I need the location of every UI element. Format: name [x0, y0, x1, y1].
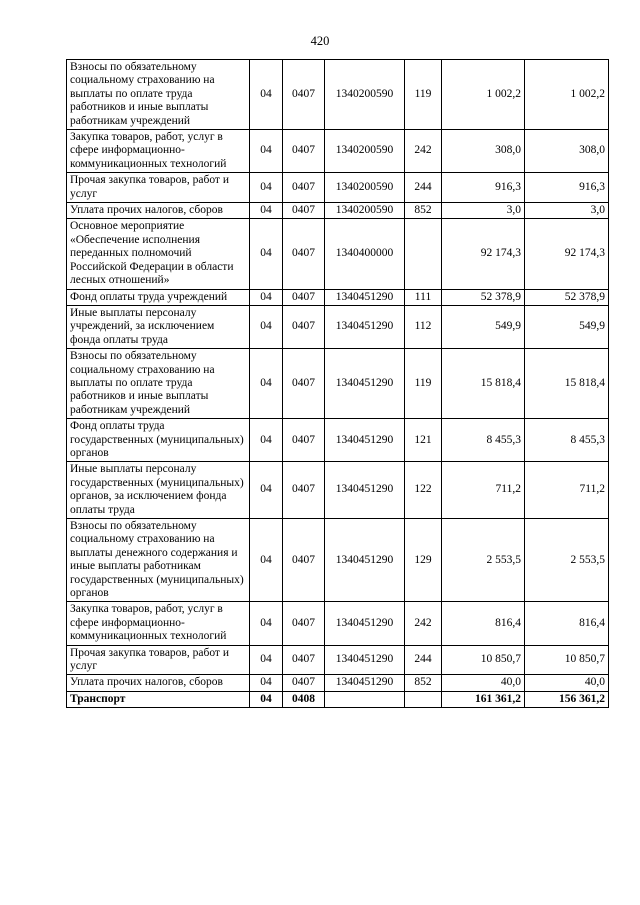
row-expense-type: 112: [405, 305, 442, 348]
row-target-article: 1340451290: [325, 419, 405, 462]
row-expense-type: 852: [405, 203, 442, 219]
total-subsection: 0408: [283, 691, 325, 707]
row-sum-2: 10 850,7: [525, 645, 609, 675]
table-row: [67, 462, 609, 519]
row-sum-1: 15 818,4: [442, 349, 525, 419]
row-name: Прочая закупка товаров, работ и услуг: [67, 173, 250, 203]
row-expense-type: 119: [405, 349, 442, 419]
row-expense-type: 242: [405, 130, 442, 173]
row-section: 04: [250, 60, 283, 130]
row-section: 04: [250, 675, 283, 691]
total-row: [67, 691, 609, 707]
table-row: [67, 130, 609, 173]
row-sum-1: 2 553,5: [442, 519, 525, 602]
row-name: Иные выплаты персоналу учреждений, за исключением фонда оплаты труда: [67, 305, 250, 348]
total-expense-type: [405, 691, 442, 707]
row-section: 04: [250, 602, 283, 645]
row-sum-2: 916,3: [525, 173, 609, 203]
row-name: Фонд оплаты труда учреждений: [67, 289, 250, 305]
row-sum-2: 3,0: [525, 203, 609, 219]
table-row: [67, 305, 609, 348]
table-row: [67, 349, 609, 419]
row-target-article: 1340451290: [325, 462, 405, 519]
table-row: [67, 602, 609, 645]
row-name: Иные выплаты персоналу государственных (муниципальных) органов, за исключением фонда оплаты труда: [67, 462, 250, 519]
row-section: 04: [250, 419, 283, 462]
total-section: 04: [250, 691, 283, 707]
table-row: [67, 203, 609, 219]
row-sum-1: 92 174,3: [442, 219, 525, 289]
row-subsection: 0407: [283, 60, 325, 130]
row-name: Уплата прочих налогов, сборов: [67, 203, 250, 219]
row-section: 04: [250, 462, 283, 519]
total-target: [325, 691, 405, 707]
row-sum-1: 52 378,9: [442, 289, 525, 305]
row-name: Основное мероприятие «Обеспечение исполнения переданных полномочий Российской Федерации в области лесных отношений»: [67, 219, 250, 289]
row-target-article: 1340451290: [325, 289, 405, 305]
row-name: Взносы по обязательному социальному страхованию на выплаты по оплате труда работников и иные выплаты работникам учреждений: [67, 60, 250, 130]
table-row: [67, 519, 609, 602]
row-sum-1: 308,0: [442, 130, 525, 173]
row-target-article: 1340451290: [325, 349, 405, 419]
row-name: Закупка товаров, работ, услуг в сфере информационно-коммуникационных технологий: [67, 130, 250, 173]
row-sum-2: 40,0: [525, 675, 609, 691]
row-expense-type: 244: [405, 173, 442, 203]
row-name: Уплата прочих налогов, сборов: [67, 675, 250, 691]
row-name: Взносы по обязательному социальному страхованию на выплаты по оплате труда работников и иные выплаты работникам учреждений: [67, 349, 250, 419]
row-expense-type: 129: [405, 519, 442, 602]
row-sum-1: 816,4: [442, 602, 525, 645]
row-subsection: 0407: [283, 675, 325, 691]
row-subsection: 0407: [283, 419, 325, 462]
table-row: [67, 645, 609, 675]
row-sum-2: 549,9: [525, 305, 609, 348]
page-number: 420: [310, 34, 330, 48]
row-target-article: 1340451290: [325, 675, 405, 691]
row-section: 04: [250, 219, 283, 289]
table-row: [67, 173, 609, 203]
table-row: [67, 60, 609, 130]
row-subsection: 0407: [283, 462, 325, 519]
row-subsection: 0407: [283, 203, 325, 219]
row-target-article: 1340400000: [325, 219, 405, 289]
row-sum-2: 1 002,2: [525, 60, 609, 130]
row-subsection: 0407: [283, 519, 325, 602]
row-subsection: 0407: [283, 602, 325, 645]
row-target-article: 1340451290: [325, 602, 405, 645]
row-sum-2: 92 174,3: [525, 219, 609, 289]
row-sum-1: 711,2: [442, 462, 525, 519]
row-target-article: 1340451290: [325, 305, 405, 348]
row-sum-2: 8 455,3: [525, 419, 609, 462]
row-section: 04: [250, 305, 283, 348]
row-target-article: 1340200590: [325, 130, 405, 173]
row-sum-2: 52 378,9: [525, 289, 609, 305]
row-expense-type: [405, 219, 442, 289]
table-row: [67, 289, 609, 305]
row-subsection: 0407: [283, 305, 325, 348]
row-subsection: 0407: [283, 130, 325, 173]
row-subsection: 0407: [283, 645, 325, 675]
row-sum-1: 916,3: [442, 173, 525, 203]
row-target-article: 1340451290: [325, 519, 405, 602]
row-name: Фонд оплаты труда государственных (муниципальных) органов: [67, 419, 250, 462]
row-section: 04: [250, 349, 283, 419]
row-section: 04: [250, 173, 283, 203]
row-sum-1: 8 455,3: [442, 419, 525, 462]
total-sum-1: 161 361,2: [442, 691, 525, 707]
row-sum-1: 1 002,2: [442, 60, 525, 130]
row-sum-1: 549,9: [442, 305, 525, 348]
row-expense-type: 852: [405, 675, 442, 691]
budget-table: [66, 59, 609, 708]
row-sum-2: 711,2: [525, 462, 609, 519]
row-section: 04: [250, 203, 283, 219]
row-subsection: 0407: [283, 219, 325, 289]
row-section: 04: [250, 519, 283, 602]
row-subsection: 0407: [283, 173, 325, 203]
row-name: Закупка товаров, работ, услуг в сфере информационно-коммуникационных технологий: [67, 602, 250, 645]
table-row: [67, 219, 609, 289]
row-section: 04: [250, 130, 283, 173]
row-expense-type: 244: [405, 645, 442, 675]
row-name: Взносы по обязательному социальному страхованию на выплаты денежного содержания и иные выплаты работникам государственных (муниципальных) органов: [67, 519, 250, 602]
row-sum-2: 15 818,4: [525, 349, 609, 419]
row-target-article: 1340200590: [325, 173, 405, 203]
row-sum-1: 10 850,7: [442, 645, 525, 675]
row-expense-type: 122: [405, 462, 442, 519]
row-sum-2: 308,0: [525, 130, 609, 173]
row-sum-1: 40,0: [442, 675, 525, 691]
row-expense-type: 242: [405, 602, 442, 645]
row-target-article: 1340451290: [325, 645, 405, 675]
budget-table-body: [67, 60, 609, 708]
row-expense-type: 119: [405, 60, 442, 130]
table-row: [67, 419, 609, 462]
row-sum-2: 816,4: [525, 602, 609, 645]
table-row: [67, 675, 609, 691]
row-section: 04: [250, 289, 283, 305]
row-target-article: 1340200590: [325, 203, 405, 219]
row-expense-type: 121: [405, 419, 442, 462]
row-name: Прочая закупка товаров, работ и услуг: [67, 645, 250, 675]
total-sum-2: 156 361,2: [525, 691, 609, 707]
row-subsection: 0407: [283, 349, 325, 419]
row-target-article: 1340200590: [325, 60, 405, 130]
row-sum-2: 2 553,5: [525, 519, 609, 602]
row-subsection: 0407: [283, 289, 325, 305]
row-sum-1: 3,0: [442, 203, 525, 219]
total-name: Транспорт: [67, 691, 250, 707]
row-section: 04: [250, 645, 283, 675]
row-expense-type: 111: [405, 289, 442, 305]
